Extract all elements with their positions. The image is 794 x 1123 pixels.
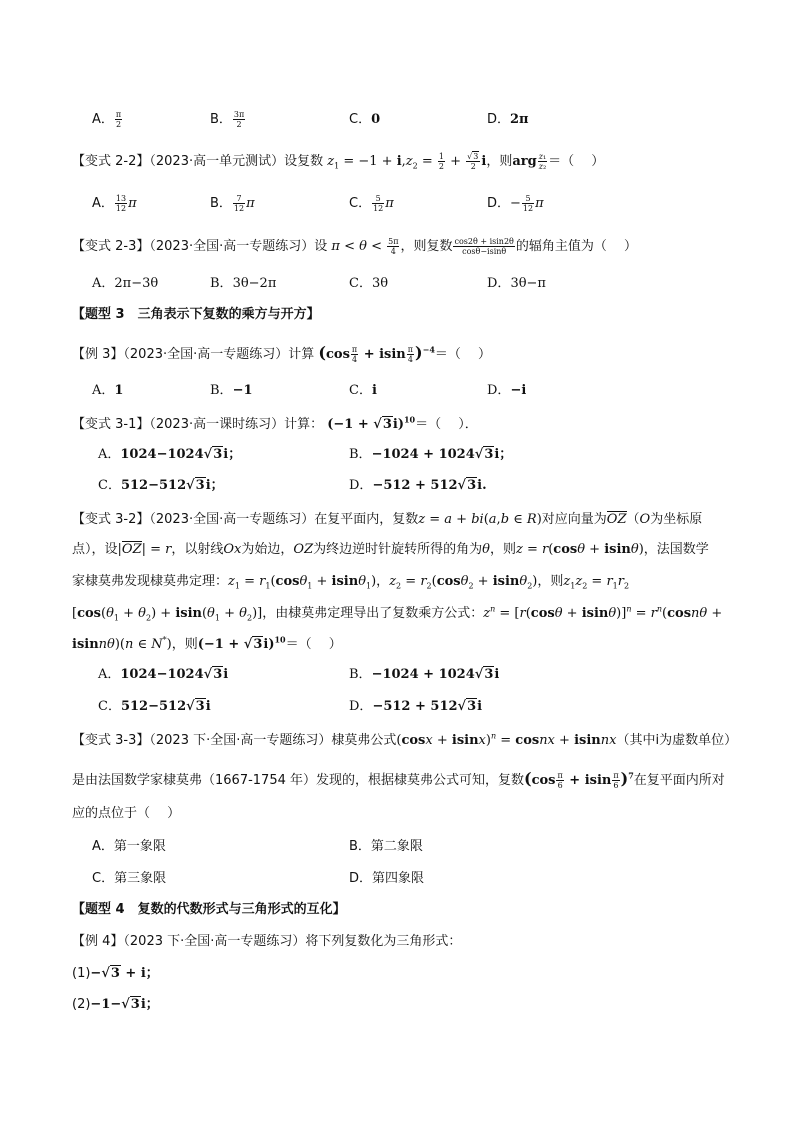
option-d: D．−i [487,383,527,398]
question-variant-2-3: 【变式 2-3】（2023·全国·高一专题练习）设 π < θ < $\frac{5\pi}{4}$ ，则复数 $\frac{\cos 2\theta + isin2\theta}{\cos\theta-isin\theta}$ 的辐角主值为（ ） [72,237,638,256]
sub-item-1: (1)−√3 + i； [72,966,159,981]
option-a: A．第一象限 [92,839,166,854]
option-d: D．− $\frac{5}{12}$ π [487,194,544,213]
option-d: D．3θ−π [487,276,546,291]
question-variant-3-3-line2: 是由法国数学家棣莫弗（1667-1754 年）发现的，根据棣莫弗公式可知，复数(cos $\frac{\pi}{6}$ + isin $\frac{\pi}{6}$ )$^7$在复平面内所对 [72,769,725,790]
question-variant-3-1: 【变式 3-1】（2023·高一课时练习）计算： $(-1 + √3i)^{10}=$（ ）． [72,414,478,432]
question-variant-3-2-line3: 家棣莫弗发现棣莫弗定理：$z_1 = r_1(\cos\theta_1 + isin\theta_1)$，$z_2 = r_2(\cos\theta_2 + isin\theta_2)$，则$z_1z_2 = r_1r_2$ [72,574,630,591]
option-d: D．−512 + 512√3i. [349,478,487,493]
question-example-4: 【例 4】（2023 下·全国·高一专题练习）将下列复数化为三角形式： [72,934,462,949]
option-c: C．第三象限 [92,871,167,886]
question-variant-3-2-line5: isinnθ)(n ∈ N*)，则$(-1 + √3i)^{10}=$（ ） [72,634,342,652]
option-d: D．2π [487,112,529,127]
option-c: C． $\frac{5}{12}$ π [349,194,394,213]
option-b: B． $\frac{7}{12}$ π [210,194,255,213]
option-a: A．1024−1024√3i； [98,447,242,462]
option-d: D．第四象限 [349,871,425,886]
question-variant-3-2-line1: 【变式 3-2】（2023·全国·高一专题练习）在复平面内，复数z = a + bi(a,b ∈ R)对应向量为OZ（O为坐标原 [72,512,703,527]
option-b: B．3θ−2π [210,276,277,291]
question-variant-3-3-line3: 应的点位于（ ） [72,806,181,821]
option-c: C．i [349,383,377,398]
option-a: A．1 [92,383,124,398]
option-c: C．512−512√3i； [98,478,224,493]
section-3-title: 【题型 3 三角表示下复数的乘方与开方】 [72,307,320,322]
option-c: C．512−512√3i [98,699,211,714]
option-b: B．第二象限 [349,839,423,854]
question-variant-3-2-line2: 点），设|OZ| = r，以射线Ox为始边，OZ为终边逆时针旋转所得的角为θ，则z = r(cosθ + isinθ)，法国数学 [72,542,709,557]
option-b: B． $\frac{3\pi}{2}$ [210,110,245,129]
option-a: A． $\frac{\pi}{2}$ [92,110,122,129]
question-variant-3-2-line4: $[\cos(\theta_1 + \theta_2) + isin(\theta_1 + \theta_2)]$，由棣莫弗定理导出了复数乘方公式：$z^n = [r(\cos\theta + isin\theta)]^n = r^n(\cos n\theta$ + [72,604,723,623]
option-a: A．1024−1024√3i [98,667,229,682]
option-b: B．−1024 + 1024√3i； [349,447,513,462]
option-b: B．−1 [210,383,253,398]
option-d: D．−512 + 512√3i [349,699,483,714]
option-c: C．3θ [349,276,389,291]
question-variant-2-2: 【变式 2-2】（2023·高一单元测试）设复数 $z_1 = -1 + i,z_2$ = $\frac{1}{2}$ + $\frac{√3}{2}$ i，则arg $\frac{\text{z₁}}{\text{z₂}}$ ＝（ ） [72,152,605,171]
question-variant-3-3-line1: 【变式 3-3】（2023 下·全国·高一专题练习）棣莫弗公式$(\cos x + isinx)^n$ = cosnx + isinnx（其中i为虚数单位） [72,731,738,748]
sub-item-2: (2)−1−√3i； [72,997,159,1012]
option-a: A．2π−3θ [92,276,159,291]
section-4-title: 【题型 4 复数的代数形式与三角形式的互化】 [72,902,346,917]
question-example-3: 【例 3】（2023·全国·高一专题练习）计算 (cos $\frac{\pi}{4}$ + isin $\frac{\pi}{4}$ )$^{-4}$＝（ ） [72,343,492,364]
option-a: A． $\frac{13}{12}$ π [92,194,137,213]
option-c: C．0 [349,112,381,127]
option-b: B．−1024 + 1024√3i [349,667,500,682]
